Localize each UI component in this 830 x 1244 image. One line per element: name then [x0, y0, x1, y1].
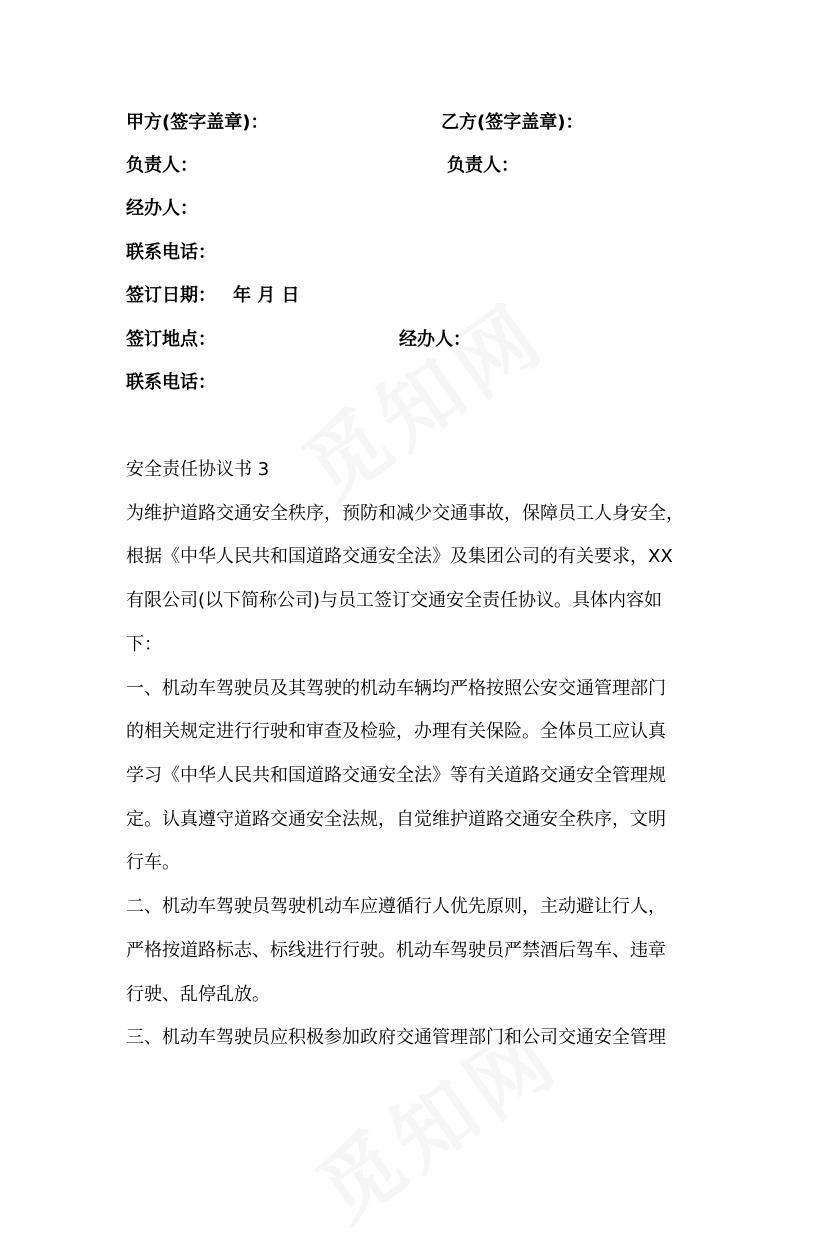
handler-label-right: 经办人：	[399, 329, 471, 350]
signing-place-label: 签订地点：	[126, 329, 216, 350]
paragraph-line: 下：	[126, 634, 162, 655]
paragraph-line: 的相关规定进行行驶和审查及检验，办理有关保险。全体员工应认真	[126, 721, 666, 742]
paragraph-line: 定。认真遵守道路交通安全法规，自觉维护道路交通安全秩序，文明	[126, 809, 666, 830]
responsible-person-label-right: 负责人：	[447, 155, 519, 176]
contact-phone-label: 联系电话：	[126, 242, 216, 263]
party-b-signature-label: 乙方(签字盖章)：	[441, 112, 584, 133]
signing-date-placeholder: 年 月 日	[233, 285, 300, 306]
responsible-person-label-left: 负责人：	[126, 155, 198, 176]
paragraph-line: 严格按道路标志、标线进行行驶。机动车驾驶员严禁酒后驾车、违章	[126, 940, 666, 961]
document-title: 安全责任协议书 3	[126, 459, 270, 480]
paragraph-line: 二、机动车驾驶员驾驶机动车应遵循行人优先原则，主动避让行人，	[126, 896, 666, 917]
contact-phone-label-2: 联系电话：	[126, 372, 216, 393]
watermark	[277, 271, 565, 522]
party-a-signature-label: 甲方(签字盖章)：	[126, 112, 269, 133]
handler-label: 经办人：	[126, 198, 198, 219]
paragraph-line: 有限公司(以下简称公司)与员工签订交通安全责任协议。具体内容如	[126, 590, 663, 611]
paragraph-line: 三、机动车驾驶员应积极参加政府交通管理部门和公司交通安全管理	[126, 1027, 666, 1048]
paragraph-line: 一、机动车驾驶员及其驾驶的机动车辆均严格按照公安交通管理部门	[126, 678, 666, 699]
signing-date-label: 签订日期：	[126, 285, 216, 306]
paragraph-line: 为维护道路交通安全秩序，预防和减少交通事故，保障员工人身安全，	[126, 503, 684, 524]
paragraph-line: 根据《中华人民共和国道路交通安全法》及集团公司的有关要求，XX	[126, 546, 673, 567]
paragraph-line: 行车。	[126, 852, 180, 873]
paragraph-line: 学习《中华人民共和国道路交通安全法》等有关道路交通安全管理规	[126, 765, 666, 786]
paragraph-line: 行驶、乱停乱放。	[126, 984, 270, 1005]
